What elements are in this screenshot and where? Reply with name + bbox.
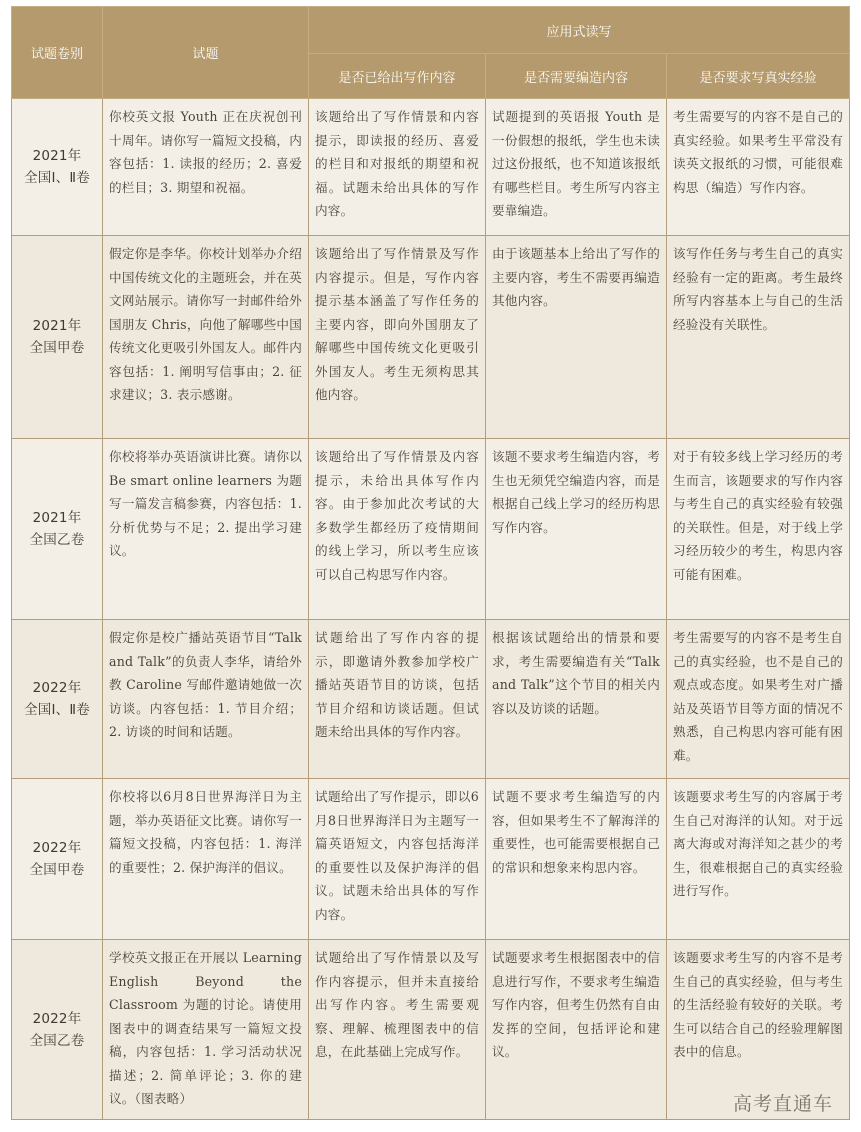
year-label: 2022年 bbox=[32, 840, 82, 856]
year-label: 2021年 bbox=[32, 318, 82, 334]
paper-label-cell bbox=[12, 99, 103, 236]
need-fabricate-cell: 试题要求考生根据图表中的信息进行写作，不要求考生编造写作内容，但考生仍然有自由发挥的空间，包括评论和建议。 bbox=[486, 940, 667, 1120]
real-experience-cell: 考生需要写的内容不是考生自己的真实经验，也不是自己的观点或态度。如果考生对广播站及英语节目等方面的情况不熟悉，自己构思内容可能有困难。 bbox=[667, 620, 850, 779]
header-question: 试题 bbox=[103, 7, 309, 99]
paper-label-cell bbox=[12, 779, 103, 940]
year-label: 2022年 bbox=[32, 1010, 82, 1027]
real-experience-cell: 该题要求考生写的内容属于考生自己对海洋的认知。对于远离大海或对海洋知之甚少的考生，很难根据自己的真实经验进行写作。 bbox=[667, 779, 850, 940]
need-fabricate-cell: 试题不要求考生编造写的内容，但如果考生不了解海洋的重要性，也可能需要根据自己的常识和想象来构思内容。 bbox=[486, 779, 667, 940]
paper-label: 全国Ⅰ、Ⅱ卷 bbox=[24, 702, 90, 718]
paper-label-cell bbox=[12, 620, 103, 779]
source-watermark: 高考直通车 bbox=[732, 1093, 833, 1115]
real-experience-cell: 对于有较多线上学习经历的考生而言，该题要求的写作内容与考生自己的真实经验有较强的关联性。但是，对于线上学习经历较少的考生，构思内容可能有困难。 bbox=[667, 439, 850, 620]
given-content-cell: 试题给出了写作内容的提示，即邀请外教参加学校广播站英语节目的访谈，包括节目介绍和访谈话题。但试题未给出具体的写作内容。 bbox=[309, 620, 486, 779]
need-fabricate-cell: 该题不要求考生编造内容，考生也无须凭空编造内容，而是根据自己线上学习的经历构思写作内容。 bbox=[486, 439, 667, 620]
given-content-cell: 该题给出了写作情景和内容提示，即读报的经历、喜爱的栏目和对报纸的期望和祝福。试题未给出具体的写作内容。 bbox=[309, 99, 486, 236]
paper-label: 全国甲卷 bbox=[29, 862, 85, 878]
question-cell: 假定你是李华。你校计划举办介绍中国传统文化的主题班会，并在英文网站展示。请你写一封邮件给外国朋友 Chris，向他了解哪些中国传统文化更吸引外国友人。邮件内容包括：1. 阐明写信事由；2. 征求建议；3. 表示感谢。 bbox=[103, 236, 309, 439]
year-label: 2022年 bbox=[32, 680, 82, 696]
question-cell: 学校英文报正在开展以 Learning English Beyond the Classroom 为题的讨论。请使用图表中的调查结果写一篇短文投稿，内容包括：1. 学习活动状况描述；2. 简单评论；3. 你的建议。（图表略） bbox=[103, 940, 309, 1120]
header-need-fabricate: 是否需要编造内容 bbox=[486, 54, 667, 99]
paper-label-cell bbox=[12, 439, 103, 620]
paper-label: 全国Ⅰ、Ⅱ卷 bbox=[24, 170, 90, 186]
given-content-cell: 试题给出了写作情景以及写作内容提示，但并未直接给出写作内容。考生需要观察、理解、梳理图表中的信息，在此基础上完成写作。 bbox=[309, 940, 486, 1120]
question-cell: 假定你是校广播站英语节目“Talk and Talk”的负责人李华，请给外教 Caroline 写邮件邀请她做一次访谈。内容包括：1. 节目介绍；2. 访谈的时间和话题。 bbox=[103, 620, 309, 779]
paper-label: 全国乙卷 bbox=[29, 532, 85, 548]
paper-label: 全国甲卷 bbox=[29, 340, 85, 356]
real-experience-cell: 该写作任务与考生自己的真实经验有一定的距离。考生最终所写内容基本上与自己的生活经验没有关联性。 bbox=[667, 236, 850, 439]
table-row bbox=[12, 236, 850, 439]
year-label: 2021年 bbox=[32, 148, 82, 164]
need-fabricate-cell: 根据该试题给出的情景和要求，考生需要编造有关“Talk and Talk”这个节目的相关内容以及访谈的话题。 bbox=[486, 620, 667, 779]
real-experience-cell: 考生需要写的内容不是自己的真实经验。如果考生平常没有读英文报纸的习惯，可能很难构思（编造）写作内容。 bbox=[667, 99, 850, 236]
given-content-cell: 该题给出了写作情景及写作内容提示。但是，写作内容提示基本涵盖了写作任务的主要内容，即向外国朋友了解哪些中国传统文化更吸引外国友人。考生无须构思其他内容。 bbox=[309, 236, 486, 439]
table-row bbox=[12, 940, 850, 1120]
table-body bbox=[12, 99, 850, 1120]
header-group-applied-reading-writing: 应用式读写 bbox=[309, 7, 850, 54]
question-cell: 你校将举办英语演讲比赛。请你以 Be smart online learners 为题写一篇发言稿参赛，内容包括：1. 分析优势与不足；2. 提出学习建议。 bbox=[103, 439, 309, 620]
question-cell: 你校英文报 Youth 正在庆祝创刊十周年。请你写一篇短文投稿，内容包括：1. 读报的经历；2. 喜爱的栏目；3. 期望和祝福。 bbox=[103, 99, 309, 236]
table-row bbox=[12, 99, 850, 236]
real-experience-cell: 该题要求考生写的内容不是考生自己的真实经验，但与考生的生活经验有较好的关联。考生可以结合自己的经验理解图表中的信息。 bbox=[667, 940, 850, 1120]
year-label: 2021年 bbox=[32, 510, 82, 526]
need-fabricate-cell: 试题提到的英语报 Youth 是一份假想的报纸，学生也未读过这份报纸，也不知道该报纸有哪些栏目。考生所写内容主要靠编造。 bbox=[486, 99, 667, 236]
comparison-table-container bbox=[11, 6, 849, 1120]
table-row bbox=[12, 439, 850, 620]
paper-label-cell bbox=[12, 236, 103, 439]
header-paper-type: 试题卷别 bbox=[12, 7, 103, 99]
header-given-content: 是否已给出写作内容 bbox=[309, 54, 486, 99]
question-cell: 你校将以6月8日世界海洋日为主题，举办英语征文比赛。请你写一篇短文投稿，内容包括：1. 海洋的重要性；2. 保护海洋的倡议。 bbox=[103, 779, 309, 940]
given-content-cell: 试题给出了写作提示，即以6月8日世界海洋日为主题写一篇英语短文，内容包括海洋的重要性以及保护海洋的倡议。试题未给出具体的写作内容。 bbox=[309, 779, 486, 940]
paper-label: 全国乙卷 bbox=[29, 1032, 85, 1049]
table-header bbox=[12, 7, 850, 99]
table-row bbox=[12, 779, 850, 940]
paper-label-cell bbox=[12, 940, 103, 1120]
writing-task-comparison-table bbox=[11, 6, 850, 1120]
table-row bbox=[12, 620, 850, 779]
header-real-experience: 是否要求写真实经验 bbox=[667, 54, 850, 99]
need-fabricate-cell: 由于该题基本上给出了写作的主要内容，考生不需要再编造其他内容。 bbox=[486, 236, 667, 439]
given-content-cell: 该题给出了写作情景及内容提示，未给出具体写作内容。由于参加此次考试的大多数学生都经历了疫情期间的线上学习，所以考生应该可以自己构思写作内容。 bbox=[309, 439, 486, 620]
